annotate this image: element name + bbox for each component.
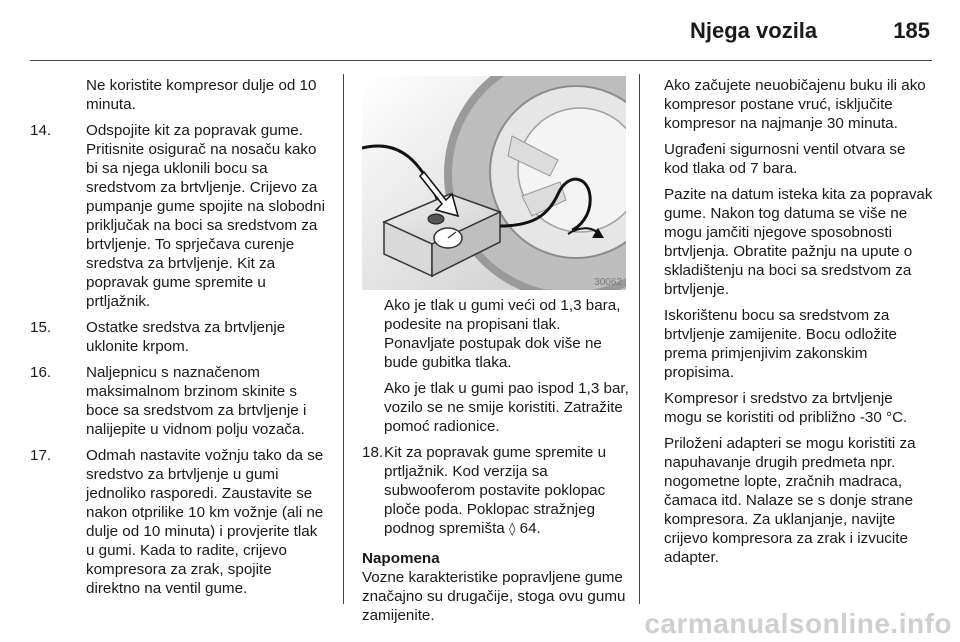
paragraph: Pazite na datum isteka kita za popravak gume. Nakon tog datuma se više ne mogu jamčiti njegove sposobnosti brtvljenja. Obratite pažnju na upute o skladištenju na boci sa sredstvom za brtvljenje.	[664, 186, 933, 298]
step-text: Ostatke sredstva za brtvljenje uklonite krpom.	[86, 319, 286, 355]
page-number: 185	[893, 18, 930, 43]
header-divider	[30, 60, 932, 61]
tire-compressor-drawing	[362, 76, 626, 290]
column-divider-1	[343, 74, 344, 604]
step-number: 18.	[362, 444, 384, 461]
paragraph: Priloženi adapteri se mogu koristiti za napuhavanje drugih predmeta npr. nogometne lopte, zračnih madraca, čamaca itd. Nalaze se s donje strane kompresora. Za uklanjanje, navijte crijevo kompresora za zrak i izvucite adapter.	[664, 435, 916, 566]
step-item	[30, 318, 326, 356]
paragraph: Iskorištenu bocu sa sredstvom za brtvljenje zamijenite. Bocu odložite prema primjenjivim zakonskim propisima.	[664, 307, 897, 381]
paragraph: Kompresor i sredstvo za brtvljenje mogu se koristiti od približno -30 °C.	[664, 390, 908, 426]
page-reference-link[interactable]: 64.	[519, 520, 541, 537]
step-item	[30, 363, 326, 439]
step-text: Odmah nastavite vožnju tako da se sredstvo za brtvljenje u gumi jednoliko rasporedi. Zaustavite se nakon otprilike 10 km vožnje (ali ne dulje od 10 minuta) i provjerite tlak u gumi. Kada to radite, crijevo kompresora za zrak, spojite direktno na ventil gume.	[86, 447, 324, 597]
column-2	[362, 296, 630, 625]
note-text: Vozne karakteristike popravljene gume značajno su drugačije, stoga ovu gumu zamijenite.	[362, 569, 626, 624]
step-text: Odspojite kit za popravak gume. Pritisnite osigurač na nosaču kako bi sa njega uklonili bocu sa sredstvom za brtvljenje. Crijevo za pumpanje gume spojite na slobodni priključak na boci sa sredstvom za brtvljenje. To sprječava curenje sredstva za brtvljenje. Kit za popravak gume spremite u prtljažnik.	[86, 122, 325, 310]
note-heading: Napomena	[362, 550, 440, 567]
step-number: 14.	[30, 122, 52, 139]
step-item	[30, 121, 326, 311]
step-number: 17.	[30, 447, 52, 464]
step-text: Naljepnicu s naznačenom maksimalnom brzinom skinite s boce sa sredstvom za brtvljenje i nalijepite u vidnom polju vozača.	[86, 364, 307, 438]
continued-text: Ne koristite kompresor dulje od 10 minuta.	[86, 77, 317, 113]
column-divider-2	[639, 74, 640, 604]
watermark: carmanualsonline.info	[644, 608, 952, 639]
step-number: 15.	[30, 319, 52, 336]
figure-code: 30062	[594, 277, 622, 288]
continued-text: Ako je tlak u gumi veći od 1,3 bara, podesite na propisani tlak. Ponavljate postupak dok više ne bude gubitka tlaka.	[384, 297, 621, 371]
step-number: 16.	[30, 364, 52, 381]
paragraph: Ugrađeni sigurnosni ventil otvara se kod tlaka od 7 bara.	[664, 141, 906, 177]
column-1	[30, 76, 326, 605]
page-reference-icon: ◊	[508, 522, 516, 537]
page-header-title: Njega vozila	[690, 18, 818, 43]
step-item	[362, 443, 630, 539]
continued-text: Ako je tlak u gumi pao ispod 1,3 bar, vozilo se ne smije koristiti. Zatražite pomoć radionice.	[384, 380, 629, 435]
compressor-illustration	[362, 76, 626, 290]
paragraph: Ako začujete neuobičajenu buku ili ako kompresor postane vruć, isključite kompresor na najmanje 30 minuta.	[664, 77, 926, 132]
column-3	[664, 76, 934, 574]
step-text: Kit za popravak gume spremite u prtljažnik. Kod verzija sa subwooferom postavite poklopac ploče poda. Poklopac stražnjeg podnog spremišta	[384, 444, 607, 537]
step-item	[30, 446, 326, 598]
